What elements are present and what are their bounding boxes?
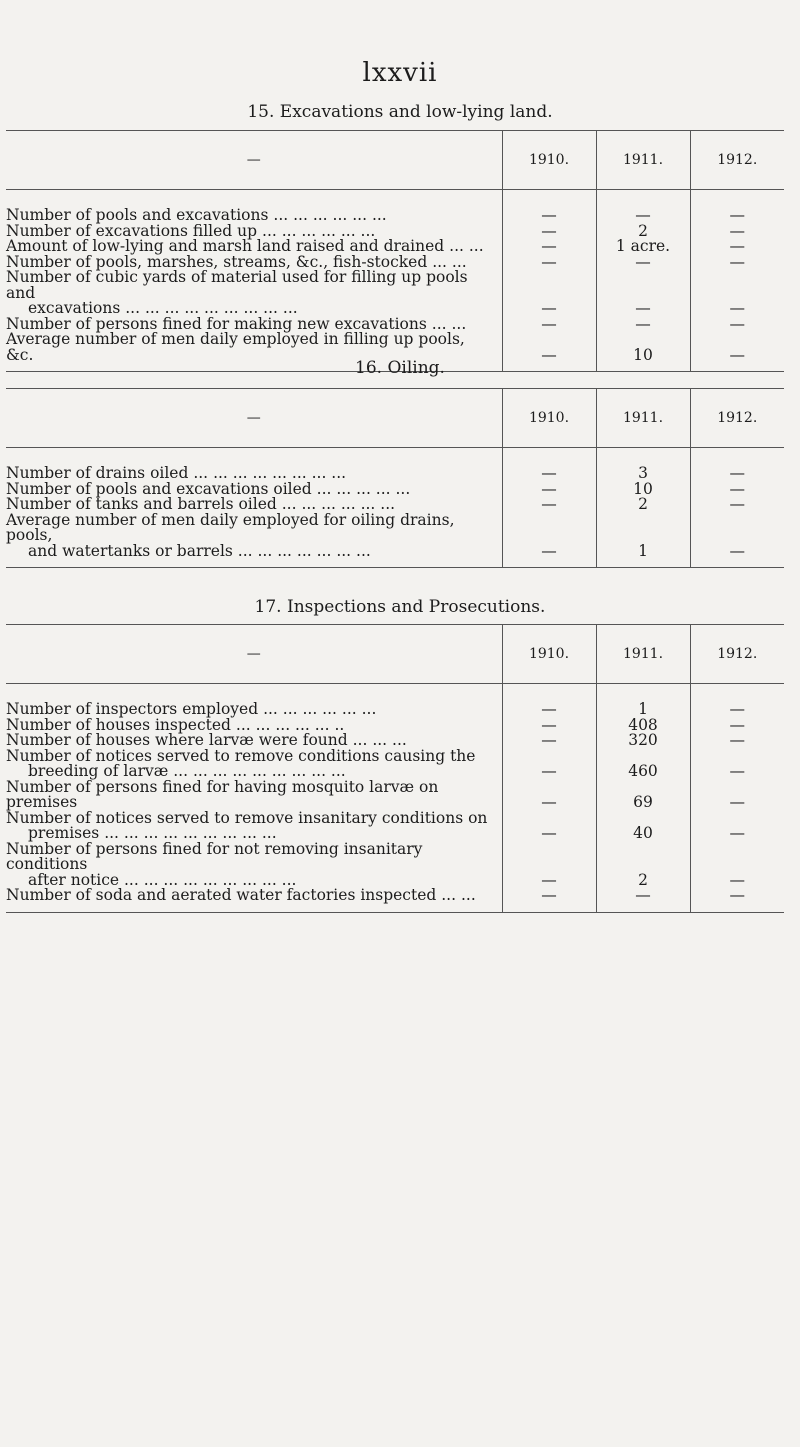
leader-dots: ... ... ... ... ... ... ... [213, 464, 347, 482]
value-cell-1911: 3 [596, 448, 690, 482]
value-cell-1911 [596, 270, 690, 301]
table-excavations [6, 130, 784, 372]
leader-dots: ... ... ... ... ... ... [273, 206, 387, 224]
value-cell-1912: — [690, 224, 784, 240]
header-year: 1912. [690, 625, 784, 684]
value-cell-1912: — [690, 190, 784, 224]
value-cell-1910: — [502, 301, 596, 317]
value-cell-1911: 2 [596, 873, 690, 889]
value-cell-1911: 10 [596, 482, 690, 498]
table-row [6, 842, 784, 873]
row-label: excavations ... [28, 299, 140, 317]
value-cell-1911: 40 [596, 826, 690, 842]
table-oiling [6, 388, 784, 568]
leader-dots: ... ... [432, 252, 467, 271]
value-cell-1911: 1 [596, 544, 690, 568]
row-label: Number of pools and excavations oiled [6, 479, 312, 498]
value-cell-1910: — [502, 190, 596, 224]
header-year: 1912. [690, 131, 784, 190]
value-cell-1912: — [690, 497, 784, 513]
section-title-excavations: 15. Excavations and low-lying land. [247, 102, 553, 122]
value-cell-1910 [502, 513, 596, 544]
value-cell-1912: — [690, 544, 784, 568]
leader-dots: ... [468, 237, 484, 255]
row-label: Number of cubic yards of material used for filling up pools and [6, 268, 468, 302]
value-cell-1911: 2 [596, 497, 690, 513]
row-label: Number of excavations filled up [6, 221, 258, 240]
value-cell-1910: — [502, 497, 596, 513]
row-label: Number of drains oiled ... [6, 464, 209, 482]
header-blank: — [6, 389, 502, 448]
row-label: Number of persons fined for not removing insanitary conditions [6, 839, 423, 873]
row-label: Number of tanks and barrels oiled [6, 495, 277, 513]
row-label-cell [6, 270, 502, 301]
value-cell-1910: — [502, 873, 596, 889]
row-label: Amount of low-lying and marsh land raised and drained ... [6, 237, 464, 255]
row-label: Number of houses where larvæ were found [6, 731, 348, 749]
table-row [6, 513, 784, 544]
leader-dots: ... ... ... ... ... ... [281, 495, 396, 513]
value-cell-1912: — [690, 826, 784, 842]
header-year: 1911. [596, 625, 690, 684]
row-label: Average number of men daily employed in filling up pools, &c. [6, 330, 465, 364]
header-year: 1912. [690, 389, 784, 448]
leader-dots: ... ... ... ... ... ... ... ... [144, 299, 298, 317]
row-label-cell [6, 448, 502, 482]
header-year: 1910. [502, 625, 596, 684]
value-cell-1912: — [690, 718, 784, 734]
table-row [6, 270, 784, 301]
value-cell-1911: — [596, 301, 690, 317]
table-row [6, 448, 784, 482]
value-cell-1912: — [690, 332, 784, 372]
value-cell-1911: 408 [596, 718, 690, 734]
header-year: 1910. [502, 131, 596, 190]
row-label: Number of inspectors employed [6, 700, 259, 718]
value-cell-1911: 69 [596, 780, 690, 811]
row-label: Average number of men daily employed for oiling drains, pools, [6, 510, 455, 544]
table-header [6, 131, 784, 190]
row-label: breeding of larvæ ... [28, 762, 189, 780]
value-cell-1910: — [502, 764, 596, 780]
row-label: Number of notices served to remove conditions causing the [6, 746, 476, 765]
table-header [6, 389, 784, 448]
value-cell-1912: — [690, 733, 784, 749]
value-cell-1910: — [502, 826, 596, 842]
table-row [6, 684, 784, 718]
value-cell-1912: — [690, 448, 784, 482]
table-body [6, 448, 784, 568]
row-label: Number of persons fined for having mosquito larvæ on premises [6, 777, 439, 811]
row-label-cell [6, 190, 502, 224]
value-cell-1911: 10 [596, 332, 690, 372]
row-label-cell [6, 777, 502, 811]
page-number: lxxvii [362, 58, 438, 88]
leader-dots: ... ... ... ... ... ... ... ... ... [104, 824, 277, 842]
value-cell-1912: — [690, 888, 784, 912]
value-cell-1910 [502, 270, 596, 301]
value-cell-1912 [690, 513, 784, 544]
table-row [6, 780, 784, 811]
value-cell-1912: — [690, 684, 784, 718]
row-label: and watertanks or barrels ... [28, 541, 253, 560]
value-cell-1911: — [596, 317, 690, 333]
row-label: after notice ... [28, 870, 139, 889]
row-label: Number of pools, marshes, streams, &c., fish-stocked [6, 252, 428, 271]
value-cell-1911: — [596, 190, 690, 224]
value-cell-1910 [502, 842, 596, 873]
value-cell-1911: — [596, 888, 690, 912]
row-label: Number of soda and aerated water factories inspected ... [6, 886, 457, 904]
leader-dots: ... ... ... ... ... ... [257, 541, 371, 560]
table-row [6, 190, 784, 224]
table-body [6, 190, 784, 372]
value-cell-1910: — [502, 780, 596, 811]
value-cell-1911 [596, 513, 690, 544]
value-cell-1910: — [502, 332, 596, 372]
leader-dots: ... ... ... ... ... ... [263, 700, 377, 718]
value-cell-1910: — [502, 255, 596, 271]
header-year: 1910. [502, 389, 596, 448]
leader-dots: ... ... [431, 314, 467, 333]
leader-dots: ... ... ... ... ... .. [235, 715, 345, 734]
value-cell-1911: 1 [596, 684, 690, 718]
value-cell-1911: 320 [596, 733, 690, 749]
value-cell-1912: — [690, 780, 784, 811]
table-row [6, 544, 784, 568]
row-label: Number of houses inspected [6, 715, 231, 734]
leader-dots: ... ... ... [352, 731, 407, 749]
row-label: Number of pools and excavations [6, 206, 269, 224]
value-cell-1912: — [690, 482, 784, 498]
value-cell-1911: 2 [596, 224, 690, 240]
section-title-oiling: 16. Oiling. [355, 358, 445, 378]
value-cell-1910: — [502, 718, 596, 734]
value-cell-1912: — [690, 301, 784, 317]
value-cell-1911 [596, 842, 690, 873]
value-cell-1910: — [502, 888, 596, 912]
header-row [6, 131, 784, 190]
value-cell-1910: — [502, 684, 596, 718]
table-body [6, 684, 784, 913]
value-cell-1912: — [690, 873, 784, 889]
value-cell-1910: — [502, 544, 596, 568]
value-cell-1910: — [502, 224, 596, 240]
row-label: Number of notices served to remove insanitary conditions on [6, 808, 488, 827]
row-label-cell [6, 839, 502, 873]
leader-dots: ... ... ... ... ... ... [262, 221, 376, 240]
value-cell-1912: — [690, 317, 784, 333]
value-cell-1912 [690, 842, 784, 873]
leader-dots: ... [460, 886, 476, 904]
value-cell-1911: 460 [596, 764, 690, 780]
row-label-cell [6, 510, 502, 544]
value-cell-1910: — [502, 482, 596, 498]
value-cell-1912: — [690, 764, 784, 780]
leader-dots: ... ... ... ... ... [316, 479, 411, 498]
table-header [6, 625, 784, 684]
header-row [6, 389, 784, 448]
header-row [6, 625, 784, 684]
value-cell-1911: — [596, 255, 690, 271]
value-cell-1910: — [502, 317, 596, 333]
row-label-cell [6, 684, 502, 718]
value-cell-1912: — [690, 255, 784, 271]
leader-dots: ... ... ... ... ... ... ... ... [192, 762, 346, 780]
header-blank: — [6, 625, 502, 684]
value-cell-1911: 1 acre. [596, 239, 690, 255]
leader-dots: ... ... ... ... ... ... ... ... [143, 870, 297, 889]
value-cell-1910: — [502, 239, 596, 255]
row-label: premises [28, 824, 100, 842]
value-cell-1910: — [502, 733, 596, 749]
row-label-cell [6, 888, 502, 912]
row-label: Number of persons fined for making new excavations [6, 314, 427, 333]
value-cell-1912: — [690, 239, 784, 255]
header-year: 1911. [596, 131, 690, 190]
table-row [6, 888, 784, 912]
section-title-inspections: 17. Inspections and Prosecutions. [254, 597, 546, 617]
header-year: 1911. [596, 389, 690, 448]
row-label-cell [6, 541, 502, 568]
value-cell-1910: — [502, 448, 596, 482]
header-blank: — [6, 131, 502, 190]
value-cell-1912 [690, 270, 784, 301]
table-inspections [6, 624, 784, 913]
